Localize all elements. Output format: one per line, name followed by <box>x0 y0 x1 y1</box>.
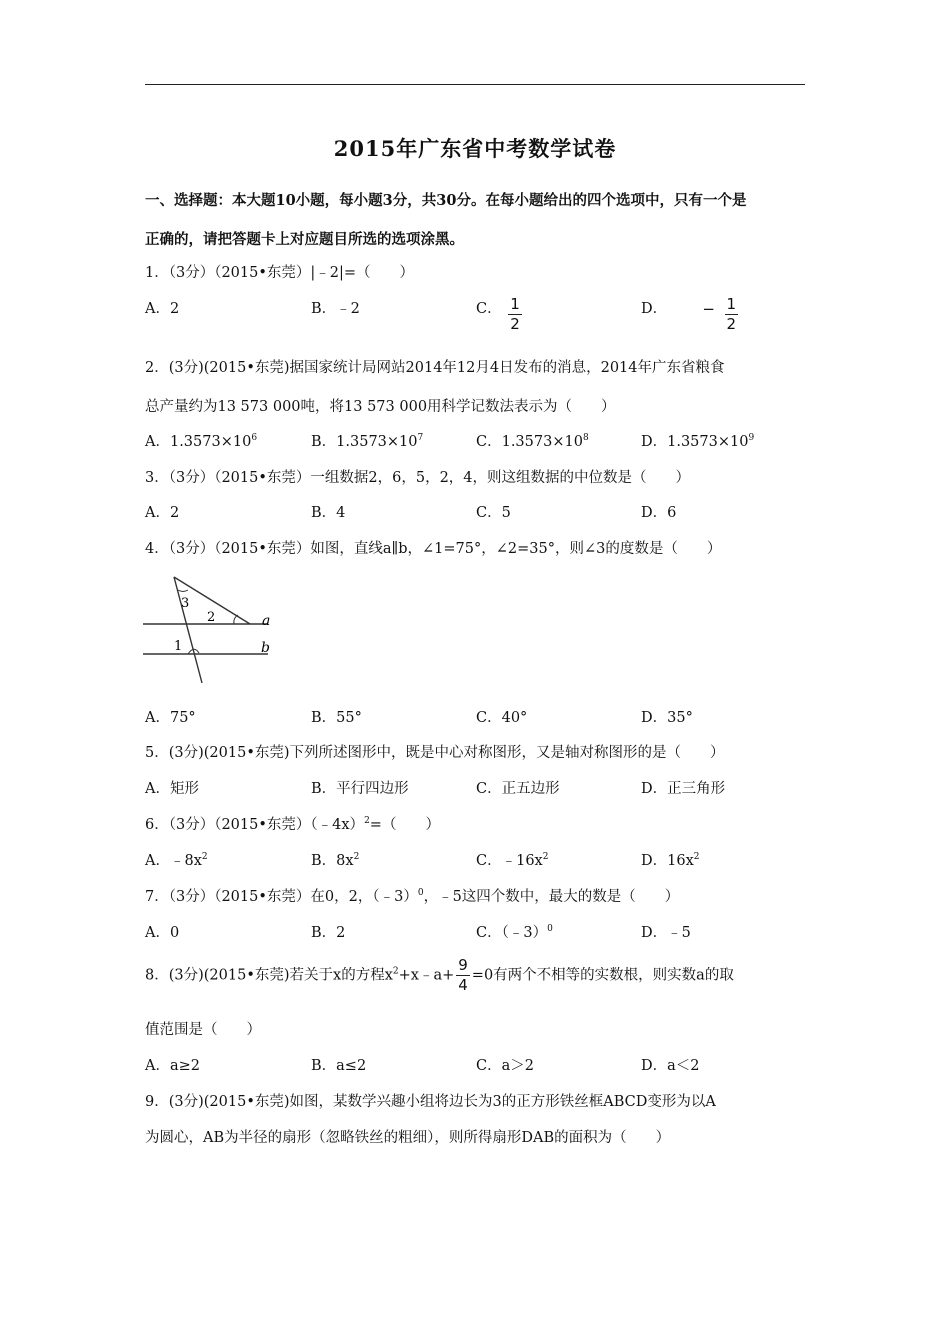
page-title: 2015年广东省中考数学试卷 <box>333 136 617 161</box>
stem-text: =0有两个不相等的实数根，则实数a的取 <box>471 967 734 984</box>
q8-stem-line1 <box>145 958 734 993</box>
q1-option-d-label: D． <box>641 301 668 317</box>
q1-option-d-sign: − <box>702 300 715 318</box>
q6-option-c <box>476 849 548 870</box>
q4-options <box>145 706 805 728</box>
exponent: 2 <box>392 966 399 977</box>
q6-option-b <box>311 849 359 870</box>
q5-options <box>145 777 805 799</box>
exponent: 8 <box>582 433 589 444</box>
fraction-denominator: 2 <box>510 315 520 333</box>
q5-option-a: A．矩形 <box>145 781 199 797</box>
q4-option-c: C．40° <box>476 710 528 726</box>
option-text: D．16x <box>641 853 694 869</box>
exponent: 2 <box>201 852 208 863</box>
q6-option-d <box>641 849 700 870</box>
q8-options <box>145 1054 805 1076</box>
exponent: 0 <box>547 924 553 935</box>
exponent: 2 <box>693 852 700 863</box>
stem-text: +x﹣a+ <box>398 967 455 984</box>
q6-stem <box>145 813 440 834</box>
label-a: a <box>262 613 271 629</box>
q1-option-a: A．2 <box>145 301 180 317</box>
option-text: B．1.3573×10 <box>311 434 418 450</box>
q4-option-a: A．75° <box>145 710 196 726</box>
option-text: D．1.3573×10 <box>641 434 749 450</box>
q2-option-d <box>641 430 754 451</box>
q1-option-d-fraction <box>725 297 739 332</box>
exponent: 9 <box>748 433 755 444</box>
q3-option-b: B．4 <box>311 505 346 521</box>
q2-stem-line1: 2．(3分)(2015•东莞)据国家统计局网站2014年12月4日发布的消息，2014年广东省粮食 <box>145 360 725 376</box>
q9-stem-line2: 为圆心，AB为半径的扇形（忽略铁丝的粗细），则所得扇形DAB的面积为（ ） <box>145 1130 671 1146</box>
q3-stem: 3．（3分）（2015•东莞）一组数据2，6，5，2，4，则这组数据的中位数是（ ） <box>145 470 691 486</box>
section-heading-line1: 一、选择题：本大题10小题，每小题3分，共30分。在每小题给出的四个选项中，只有一个是 <box>145 192 747 209</box>
fraction-denominator: 2 <box>726 315 737 333</box>
q8-option-a: A．a≥2 <box>145 1058 200 1074</box>
q6-options <box>145 849 805 871</box>
q5-option-c: C．正五边形 <box>476 781 560 797</box>
transversal-line <box>174 577 202 683</box>
label-2: 2 <box>207 610 216 625</box>
q1-option-c <box>476 297 524 332</box>
q5-stem: 5．(3分)(2015•东莞)下列所述图形中，既是中心对称图形，又是轴对称图形的是（ ） <box>145 745 725 761</box>
q2-option-b <box>311 430 423 451</box>
q1-option-c-fraction <box>508 297 522 332</box>
q8-option-c: C．a＞2 <box>476 1058 534 1074</box>
q8-stem-line2: 值范围是（ ） <box>145 1022 261 1038</box>
exponent: 2 <box>364 816 370 827</box>
option-text: B．8x <box>311 853 354 869</box>
q1-option-b: B．﹣2 <box>311 301 360 317</box>
q7-stem <box>145 885 679 906</box>
stem-text: 7．（3分）（2015•东莞）在0，2，（﹣3） <box>145 889 418 905</box>
exponent: 7 <box>417 433 424 444</box>
q8-option-d: D．a＜2 <box>641 1058 700 1074</box>
q6-option-a <box>145 849 208 870</box>
section-heading-line2: 正确的，请把答题卡上对应题目所选的选项涂黑。 <box>145 231 464 248</box>
fraction-numerator: 1 <box>726 295 737 313</box>
q7-option-c <box>476 921 553 942</box>
stem-text: 6．（3分）（2015•东莞）（﹣4x） <box>145 817 365 833</box>
label-3: 3 <box>181 596 190 611</box>
q7-options <box>145 921 805 943</box>
q2-option-c <box>476 430 589 451</box>
label-1: 1 <box>174 639 183 654</box>
option-text: C．（﹣3） <box>476 925 548 941</box>
stem-text: =（ ） <box>369 817 440 833</box>
q8-option-b: B．a≤2 <box>311 1058 367 1074</box>
stem-text: 8．(3分)(2015•东莞)若关于x的方程x <box>145 967 393 984</box>
q3-option-a: A．2 <box>145 505 180 521</box>
q1-option-d <box>641 297 740 332</box>
q2-option-a <box>145 430 257 451</box>
q4-parallel-lines-figure <box>140 570 290 690</box>
stem-text: ，﹣5这四个数中，最大的数是（ ） <box>423 889 680 905</box>
q7-option-b: B．2 <box>311 925 346 941</box>
exponent: 6 <box>251 433 258 444</box>
q4-option-b: B．55° <box>311 710 362 726</box>
q5-option-b: B．平行四边形 <box>311 781 409 797</box>
q8-fraction <box>456 958 470 993</box>
exponent: 2 <box>542 852 549 863</box>
q5-option-d: D．正三角形 <box>641 781 726 797</box>
q4-option-d: D．35° <box>641 710 693 726</box>
angle-3-arc <box>178 590 188 592</box>
fraction-numerator: 9 <box>458 956 468 974</box>
option-text: C．1.3573×10 <box>476 434 583 450</box>
exponent: 0 <box>417 888 424 899</box>
q7-option-d: D．﹣5 <box>641 925 691 941</box>
q1-option-c-label: C． <box>476 301 502 317</box>
q1-options <box>145 295 805 333</box>
fraction-denominator: 4 <box>458 976 468 994</box>
q2-options <box>145 430 805 452</box>
fraction-numerator: 1 <box>510 295 520 313</box>
q3-options <box>145 501 805 523</box>
option-text: C．﹣16x <box>476 853 543 869</box>
q1-stem: 1．（3分）（2015•东莞）|﹣2|=（ ） <box>145 265 415 281</box>
label-b: b <box>261 640 270 656</box>
q9-stem-line1: 9．(3分)(2015•东莞)如图，某数学兴趣小组将边长为3的正方形铁丝框ABCD变形为以A <box>145 1094 716 1110</box>
q4-stem: 4．（3分）（2015•东莞）如图，直线a∥b，∠1=75°，∠2=35°，则∠3的度数是（ ） <box>145 541 722 557</box>
q2-stem-line2: 总产量约为13 573 000吨，将13 573 000用科学记数法表示为（ ） <box>145 399 616 415</box>
q7-option-a: A．0 <box>145 925 180 941</box>
option-text: A．1.3573×10 <box>145 434 252 450</box>
q3-option-c: C．5 <box>476 505 511 521</box>
exponent: 2 <box>353 852 360 863</box>
q3-option-d: D．6 <box>641 505 677 521</box>
header-rule <box>145 84 805 85</box>
option-text: A．﹣8x <box>145 853 202 869</box>
